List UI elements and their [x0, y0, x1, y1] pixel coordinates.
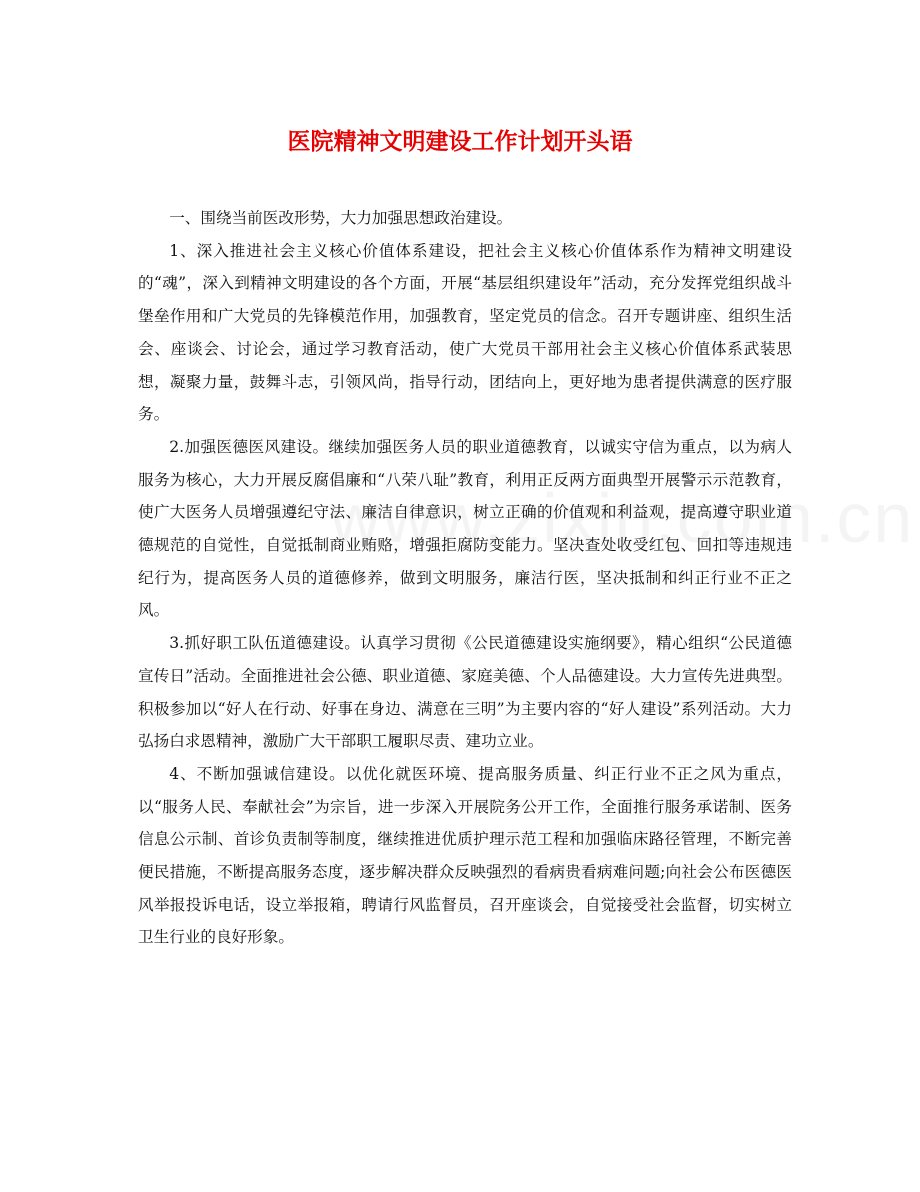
paragraph-section-heading: 一、围绕当前医改形势，大力加强思想政治建设。: [169, 209, 513, 227]
document-title: 医院精神文明建设工作计划开头语: [287, 128, 633, 155]
document-body: [138, 202, 792, 954]
paragraph-item-1: 1、深入推进社会主义核心价值体系建设，把社会主义核心价值体系作为精神文明建设的“魂”，深入到精神文明建设的各个方面，开展“基层组织建设年”活动，充分发挥党组织战斗堡垒作用和广大党员的先锋模范作用，加强教育，坚定党员的信念。召开专题讲座、组织生活会、座谈会、讨论会，通过学习教育活动，使广大党员干部用社会主义核心价值体系武装思想，凝聚力量，鼓舞斗志，引领风尚，指导行动，团结向上，更好地为患者提供满意的医疗服务。: [138, 241, 792, 424]
paragraph-item-4: 4、不断加强诚信建设。以优化就医环境、提高服务质量、纠正行业不正之风为重点，以“服务人民、奉献社会”为宗旨，进一步深入开展院务公开工作，全面推行服务承诺制、医务信息公示制、首诊负责制等制度，继续推进优质护理示范工程和加强临床路径管理，不断完善便民措施，不断提高服务态度，逐步解决群众反映强烈的看病贵看病难问题;向社会公布医德医风举报投诉电话，设立举报箱，聘请行风监督员，召开座谈会，自觉接受社会监督，切实树立卫生行业的良好形象。: [138, 764, 792, 947]
paragraph-item-3: 3.抓好职工队伍道德建设。认真学习贯彻《公民道德建设实施纲要》，精心组织“公民道德宣传日”活动。全面推进社会公德、职业道德、家庭美德、个人品德建设。大力宣传先进典型。积极参加以“好人在行动、好事在身边、满意在三明”为主要内容的“好人建设”系列活动。大力弘扬白求恩精神，激励广大干部职工履职尽责、建功立业。: [138, 634, 792, 751]
paragraph-item-2: 2.加强医德医风建设。继续加强医务人员的职业道德教育，以诚实守信为重点，以为病人服务为核心，大力开展反腐倡廉和“八荣八耻”教育，利用正反两方面典型开展警示示范教育，使广大医务人员增强遵纪守法、廉洁自律意识，树立正确的价值观和利益观，提高遵守职业道德规范的自觉性，自觉抵制商业贿赂，增强拒腐防变能力。坚决查处收受红包、回扣等违规违纪行为，提高医务人员的道德修养，做到文明服务，廉洁行医，坚决抵制和纠正行业不正之风。: [138, 437, 792, 620]
